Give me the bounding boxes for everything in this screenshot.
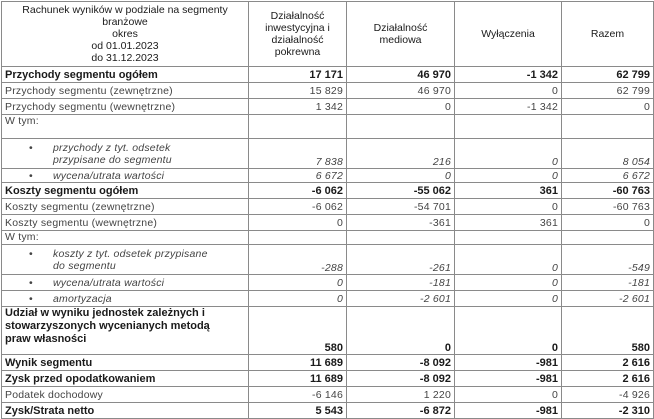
row-label bbox=[2, 291, 249, 307]
cell-value: 11 689 bbox=[249, 371, 347, 387]
table-row bbox=[2, 291, 654, 307]
cell-value: 0 bbox=[347, 169, 455, 183]
label-line: przychody z tyt. odsetek bbox=[53, 141, 171, 154]
table-row bbox=[2, 199, 654, 215]
cell-value: 0 bbox=[562, 99, 654, 115]
table-row bbox=[2, 245, 654, 275]
bullet: • bbox=[29, 141, 33, 154]
row-label-text: wycena/utrata wartości bbox=[53, 169, 165, 182]
row-label: Koszty segmentu ogółem bbox=[2, 183, 249, 199]
cell-value: -6 146 bbox=[249, 387, 347, 403]
table-row bbox=[2, 387, 654, 403]
cell-value: -2 310 bbox=[562, 403, 654, 419]
empty-cell bbox=[455, 115, 562, 139]
table-row bbox=[2, 67, 654, 83]
table-row bbox=[2, 355, 654, 371]
cell-value: 46 970 bbox=[347, 83, 455, 99]
table-row bbox=[2, 169, 654, 183]
row-label-text bbox=[53, 142, 172, 166]
header-line: Działalność bbox=[270, 10, 325, 22]
cell-value: 7 838 bbox=[249, 139, 347, 169]
cell-value: 6 672 bbox=[562, 169, 654, 183]
label-line: Udział w wyniku jednostek zależnych i bbox=[5, 307, 205, 319]
empty-cell bbox=[347, 115, 455, 139]
header-line: działalność bbox=[271, 34, 324, 46]
cell-value: -2 601 bbox=[347, 291, 455, 307]
table-row bbox=[2, 99, 654, 115]
cell-value: 17 171 bbox=[249, 67, 347, 83]
label-line: stowarzyszonych wycenianych metodą bbox=[5, 320, 210, 332]
cell-value: 8 054 bbox=[562, 139, 654, 169]
row-label bbox=[2, 139, 249, 169]
row-label: Przychody segmentu (wewnętrzne) bbox=[2, 99, 249, 115]
header-exclusions: Wyłączenia bbox=[455, 2, 562, 67]
row-label: Przychody segmentu ogółem bbox=[2, 67, 249, 83]
cell-value: 62 799 bbox=[562, 67, 654, 83]
header-line: Działalność bbox=[373, 22, 428, 34]
header-line: mediowa bbox=[379, 34, 422, 46]
cell-value: 1 220 bbox=[347, 387, 455, 403]
row-label-text: amortyzacja bbox=[53, 292, 112, 305]
cell-value: 580 bbox=[562, 307, 654, 355]
table-row bbox=[2, 307, 654, 355]
cell-value: -261 bbox=[347, 245, 455, 275]
empty-cell bbox=[562, 231, 654, 245]
empty-cell bbox=[249, 115, 347, 139]
header-media-activity bbox=[347, 2, 455, 67]
cell-value: -549 bbox=[562, 245, 654, 275]
table-row bbox=[2, 139, 654, 169]
cell-value: -55 062 bbox=[347, 183, 455, 199]
cell-value: 0 bbox=[249, 215, 347, 231]
cell-value: 0 bbox=[455, 169, 562, 183]
header-line: pokrewna bbox=[274, 46, 321, 58]
label-line: koszty z tyt. odsetek przypisane bbox=[53, 247, 208, 260]
row-label: Zysk przed opodatkowaniem bbox=[2, 371, 249, 387]
table-row bbox=[2, 231, 654, 245]
cell-value: 46 970 bbox=[347, 67, 455, 83]
table-row bbox=[2, 183, 654, 199]
cell-value: -981 bbox=[455, 355, 562, 371]
empty-cell bbox=[249, 231, 347, 245]
row-label: Podatek dochodowy bbox=[2, 387, 249, 403]
segment-results-table bbox=[1, 1, 654, 419]
header-title-line: do 31.12.2023 bbox=[91, 52, 159, 64]
row-label bbox=[2, 245, 249, 275]
header-row bbox=[2, 2, 654, 67]
cell-value: 1 342 bbox=[249, 99, 347, 115]
cell-value: 0 bbox=[455, 83, 562, 99]
label-line: przypisane do segmentu bbox=[53, 153, 172, 166]
cell-value: -60 763 bbox=[562, 199, 654, 215]
cell-value: 0 bbox=[455, 139, 562, 169]
cell-value: -60 763 bbox=[562, 183, 654, 199]
cell-value: 580 bbox=[249, 307, 347, 355]
header-title-line: od 01.01.2023 bbox=[91, 40, 159, 52]
cell-value: 62 799 bbox=[562, 83, 654, 99]
table-row bbox=[2, 275, 654, 291]
table-row bbox=[2, 83, 654, 99]
cell-value: 0 bbox=[347, 99, 455, 115]
row-label-text bbox=[53, 248, 208, 272]
cell-value: -288 bbox=[249, 245, 347, 275]
empty-cell bbox=[347, 231, 455, 245]
row-label bbox=[2, 275, 249, 291]
cell-value: 0 bbox=[249, 275, 347, 291]
cell-value: 0 bbox=[455, 307, 562, 355]
label-line: praw własności bbox=[5, 333, 87, 345]
cell-value: -181 bbox=[562, 275, 654, 291]
row-label-text: wycena/utrata wartości bbox=[53, 276, 165, 289]
bullet: • bbox=[29, 169, 33, 182]
cell-value: -54 701 bbox=[347, 199, 455, 215]
cell-value: 2 616 bbox=[562, 371, 654, 387]
row-label: Wynik segmentu bbox=[2, 355, 249, 371]
cell-value: 0 bbox=[562, 215, 654, 231]
header-title-line: Rachunek wyników w podziale na segmenty bbox=[22, 4, 228, 16]
cell-value: -981 bbox=[455, 371, 562, 387]
row-label bbox=[2, 307, 249, 355]
empty-cell bbox=[562, 115, 654, 139]
cell-value: -181 bbox=[347, 275, 455, 291]
row-label: W tym: bbox=[2, 231, 249, 245]
header-investment-activity bbox=[249, 2, 347, 67]
cell-value: 0 bbox=[455, 387, 562, 403]
bullet: • bbox=[29, 292, 33, 305]
cell-value: -361 bbox=[347, 215, 455, 231]
cell-value: -1 342 bbox=[455, 67, 562, 83]
cell-value: 361 bbox=[455, 215, 562, 231]
cell-value: 15 829 bbox=[249, 83, 347, 99]
row-label: Koszty segmentu (wewnętrzne) bbox=[2, 215, 249, 231]
header-title-line: branżowe bbox=[102, 16, 148, 28]
row-label: Przychody segmentu (zewnętrzne) bbox=[2, 83, 249, 99]
table-row bbox=[2, 115, 654, 139]
table-row bbox=[2, 371, 654, 387]
header-title-line: okres bbox=[112, 28, 138, 40]
row-label: Koszty segmentu (zewnętrzne) bbox=[2, 199, 249, 215]
cell-value: 0 bbox=[455, 199, 562, 215]
cell-value: 0 bbox=[455, 291, 562, 307]
cell-value: -6 062 bbox=[249, 183, 347, 199]
header-line: inwestycyjna i bbox=[265, 22, 330, 34]
cell-value: -4 926 bbox=[562, 387, 654, 403]
cell-value: 2 616 bbox=[562, 355, 654, 371]
empty-cell bbox=[455, 231, 562, 245]
row-label: Zysk/Strata netto bbox=[2, 403, 249, 419]
table-row bbox=[2, 215, 654, 231]
cell-value: 216 bbox=[347, 139, 455, 169]
table-row bbox=[2, 403, 654, 419]
cell-value: 11 689 bbox=[249, 355, 347, 371]
cell-value: 6 672 bbox=[249, 169, 347, 183]
cell-value: 5 543 bbox=[249, 403, 347, 419]
header-total: Razem bbox=[562, 2, 654, 67]
cell-value: 0 bbox=[249, 291, 347, 307]
label-line: do segmentu bbox=[53, 259, 116, 272]
cell-value: -6 872 bbox=[347, 403, 455, 419]
cell-value: -1 342 bbox=[455, 99, 562, 115]
cell-value: 0 bbox=[455, 275, 562, 291]
header-title bbox=[2, 2, 249, 67]
cell-value: 361 bbox=[455, 183, 562, 199]
cell-value: -981 bbox=[455, 403, 562, 419]
bullet: • bbox=[29, 247, 33, 260]
cell-value: 0 bbox=[347, 307, 455, 355]
cell-value: 0 bbox=[455, 245, 562, 275]
row-label: W tym: bbox=[2, 115, 249, 139]
row-label bbox=[2, 169, 249, 183]
cell-value: -8 092 bbox=[347, 371, 455, 387]
cell-value: -6 062 bbox=[249, 199, 347, 215]
cell-value: -2 601 bbox=[562, 291, 654, 307]
cell-value: -8 092 bbox=[347, 355, 455, 371]
bullet: • bbox=[29, 276, 33, 289]
